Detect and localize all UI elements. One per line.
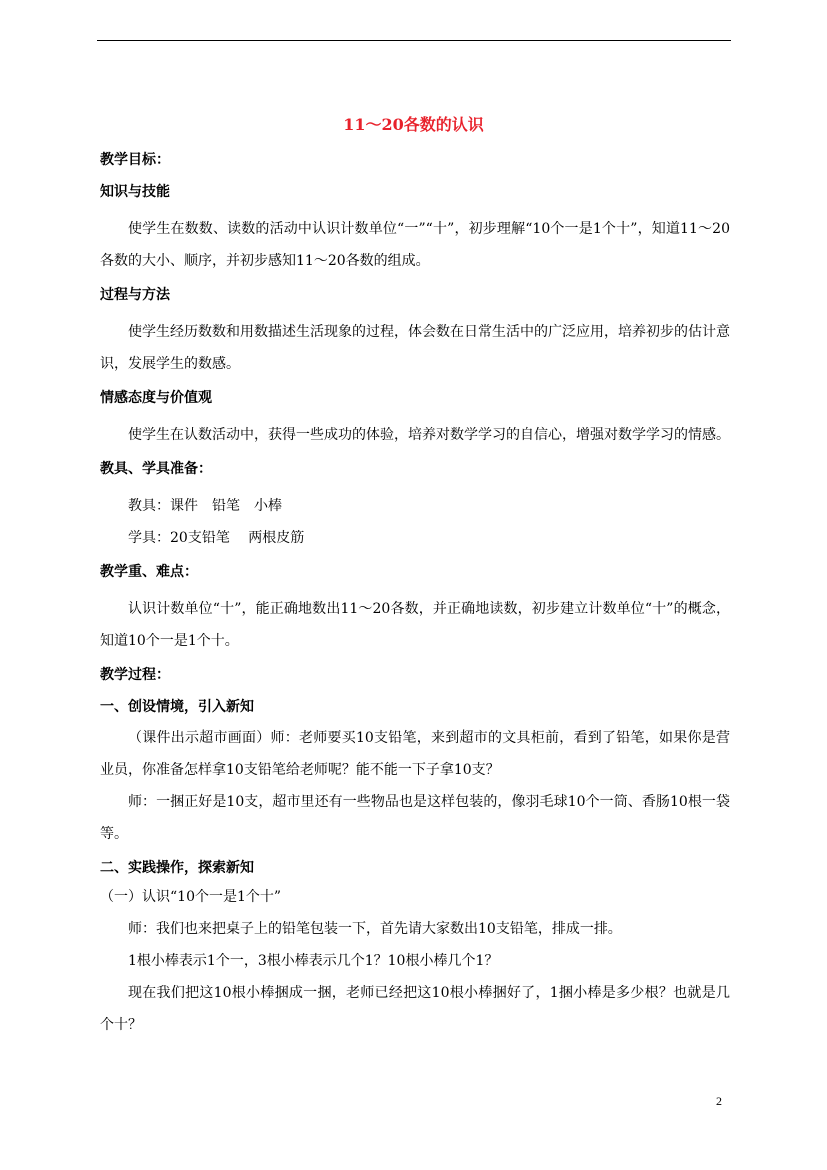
knowledge-paragraph: 使学生在数数、读数的活动中认识计数单位“一”“十”，初步理解“10个一是1个十”，知道11～20各数的大小、顺序，并初步感知11～20各数的组成。 [100,221,730,269]
keypoints-heading: 教学重、难点： [100,564,198,580]
attitude-heading: 情感态度与价值观 [100,390,212,406]
part1-paragraph-1: （课件出示超市画面）师：老师要买10支铅笔，来到超市的文具柜前，看到了铅笔，如果你是营业员，你准备怎样拿10支铅笔给老师呢？能不能一下子拿10支？ [100,730,730,778]
part2-paragraph-2: 1根小棒表示1个一，3根小棒表示几个1？10根小棒几个1？ [128,953,499,969]
header-rule [97,40,731,41]
part2-heading: 二、实践操作，探索新知 [100,860,254,876]
procedure-heading: 教学过程： [100,667,170,683]
part1-paragraph-2: 师：一捆正好是10支，超市里还有一些物品也是这样包装的，像羽毛球10个一筒、香肠10根一袋等。 [100,794,730,842]
process-paragraph: 使学生经历数数和用数描述生活现象的过程，体会数在日常生活中的广泛应用，培养初步的估计意识，发展学生的数感。 [100,324,730,372]
knowledge-heading: 知识与技能 [100,184,170,200]
process-heading: 过程与方法 [100,287,170,303]
part2-paragraph-3: 现在我们把这10根小棒捆成一捆，老师已经把这10根小棒捆好了，1捆小棒是多少根？也就是几个十？ [100,985,730,1033]
student-tools-line: 学具：20支铅笔 两根皮筋 [128,530,305,546]
document-body [100,149,730,1041]
attitude-paragraph: 使学生在认数活动中，获得一些成功的体验，培养对数学学习的自信心，增强对数学学习的情感。 [128,427,730,443]
objectives-heading: 教学目标： [100,152,170,168]
page-number: 2 [716,1094,722,1108]
part2-subheading: （一）认识“10个一是1个十” [100,889,282,905]
teacher-tools-line: 教具：课件 铅笔 小棒 [128,498,282,514]
document-title: 11～20各数的认识 [343,115,484,134]
part2-paragraph-1: 师：我们也来把桌子上的铅笔包装一下，首先请大家数出10支铅笔，排成一排。 [128,921,622,937]
part1-heading: 一、创设情境，引入新知 [100,699,254,715]
tools-heading: 教具、学具准备： [100,461,212,477]
keypoints-paragraph: 认识计数单位“十”，能正确地数出11～20各数，并正确地读数，初步建立计数单位“十”的概念，知道10个一是1个十。 [100,601,730,649]
